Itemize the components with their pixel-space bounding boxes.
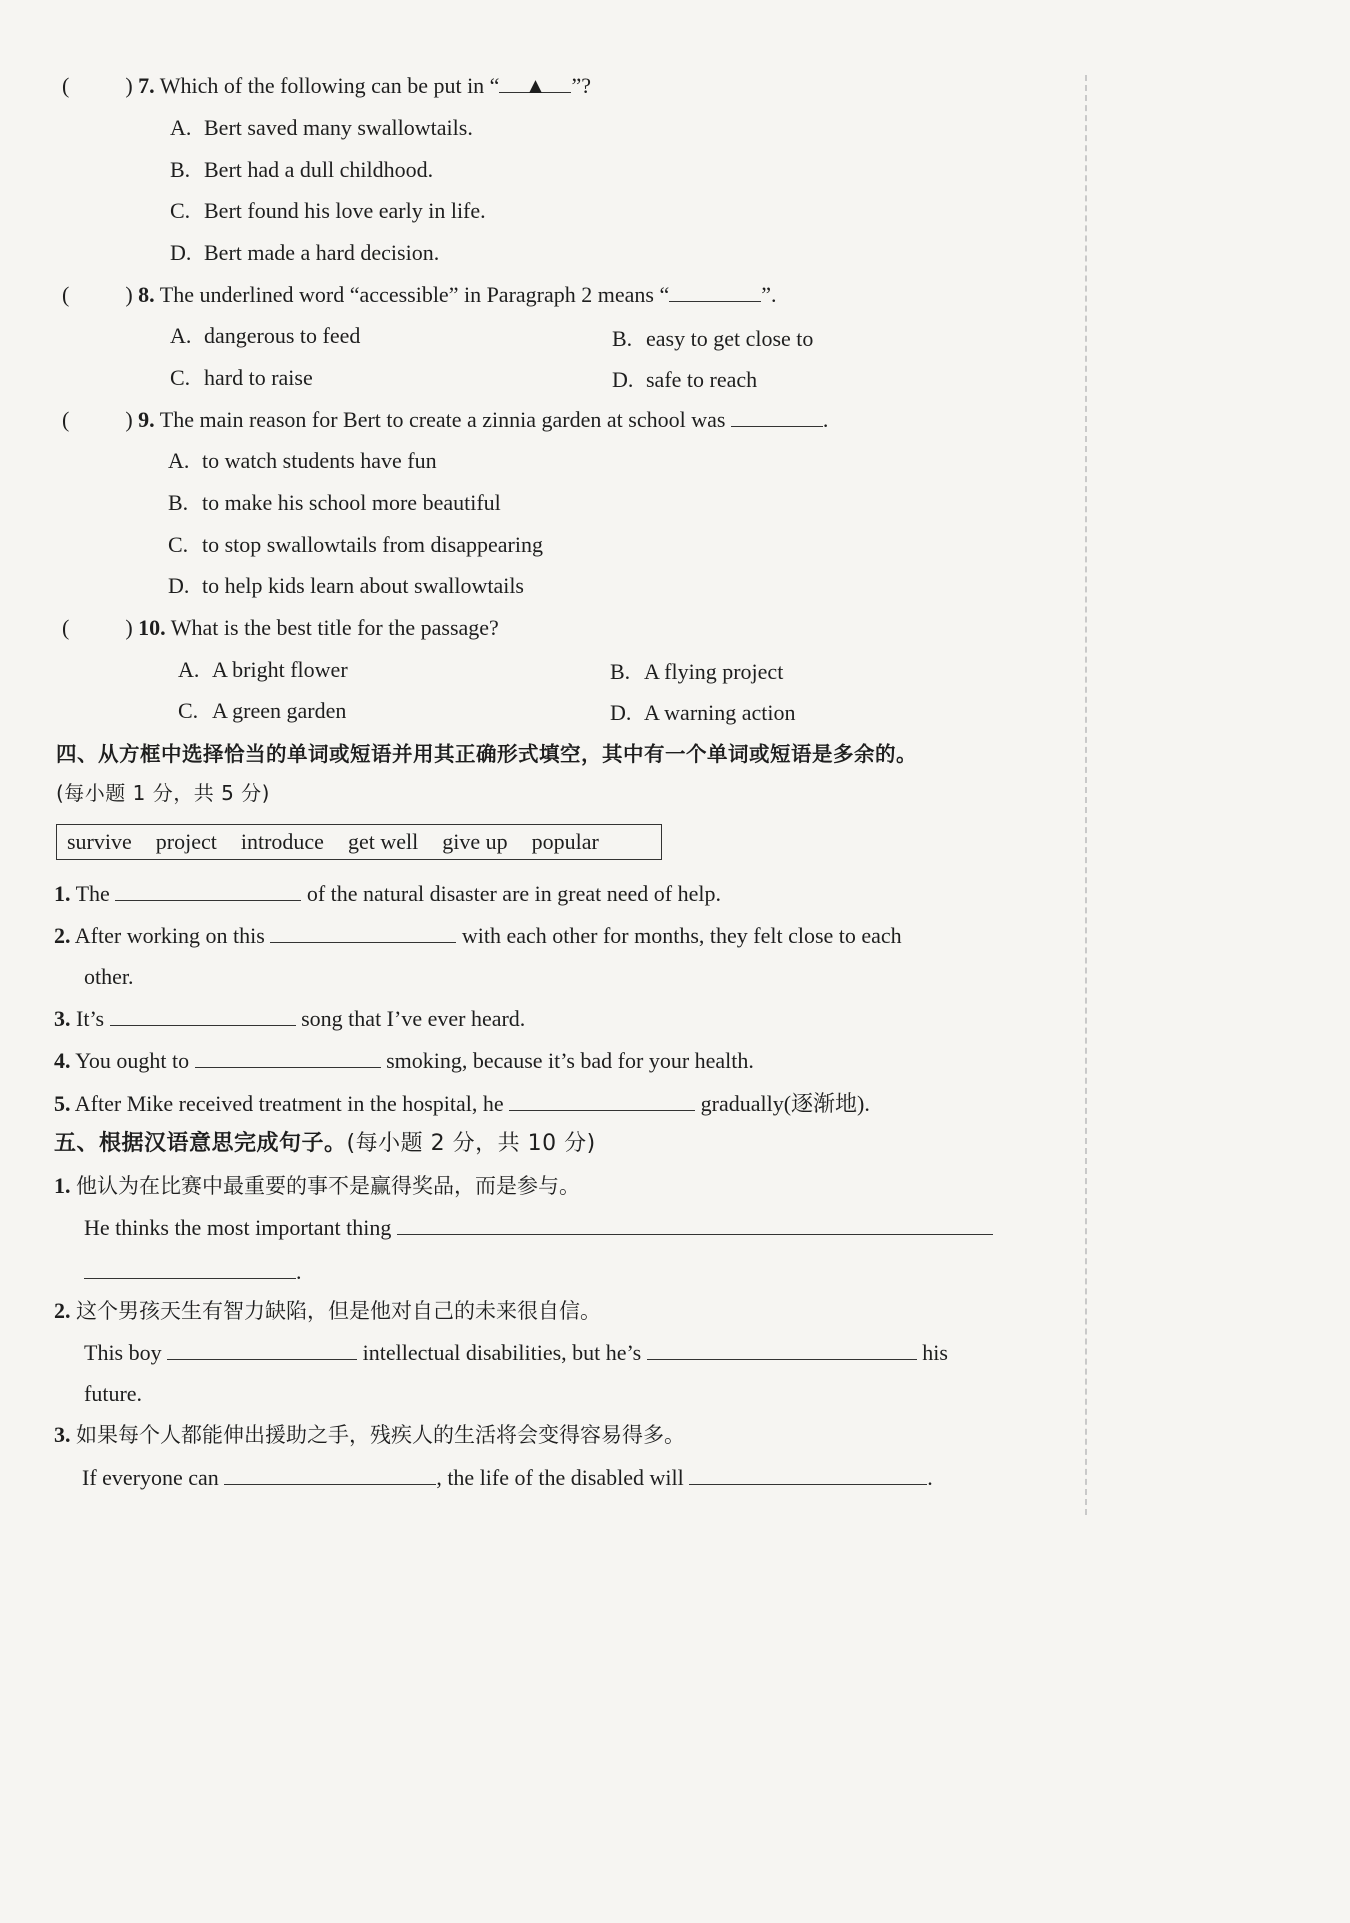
option (170, 156, 433, 184)
option-label: B. (170, 157, 191, 182)
sentence-end: . (927, 1465, 933, 1490)
answer-paren-open: ( (62, 73, 70, 98)
option-text: Bert found his love early in life. (204, 198, 486, 223)
answer-paren-open: ( (62, 407, 70, 432)
answer-blank[interactable] (224, 1464, 436, 1485)
question-7 (62, 72, 591, 100)
answer-blank[interactable] (509, 1090, 695, 1111)
answer-paren-open: ( (62, 615, 70, 640)
question-number: 10. (138, 615, 166, 640)
option-text: safe to reach (646, 367, 758, 392)
question-stem: The underlined word “accessible” in Paragraph 2 means “ (159, 282, 670, 307)
chinese-sentence: 如果每个人都能伸出援助之手，残疾人的生活将会变得容易得多。 (76, 1423, 685, 1447)
answer-blank[interactable] (84, 1258, 296, 1279)
item-number: 3. (54, 1422, 71, 1447)
option (170, 322, 360, 350)
item-text: smoking, because it’s bad for your health. (386, 1048, 754, 1073)
option (610, 699, 796, 727)
translate-item-1-en-cont (84, 1258, 302, 1286)
option-label: C. (178, 698, 199, 723)
item-number: 2. (54, 923, 71, 948)
option-label: B. (610, 659, 631, 684)
option-text: Bert had a dull childhood. (204, 157, 434, 182)
option (170, 364, 313, 392)
word-box (56, 824, 662, 860)
option (178, 656, 348, 684)
option-label: C. (170, 198, 191, 223)
question-8 (62, 281, 777, 309)
option (168, 489, 501, 517)
section-5-heading (54, 1130, 596, 1158)
answer-paren-close: ) (125, 407, 133, 432)
option-label: C. (170, 365, 191, 390)
option-label: D. (610, 700, 632, 725)
section-4-score: (每小题 1 分，共 5 分) (56, 781, 270, 805)
option-label: A. (168, 448, 190, 473)
sentence-end: . (296, 1259, 302, 1284)
item-number: 4. (54, 1048, 71, 1073)
word-box-item: popular (531, 829, 599, 854)
item-number: 3. (54, 1006, 71, 1031)
translate-item-3-cn (54, 1421, 685, 1449)
answer-paren-close: ) (125, 73, 133, 98)
option-text: A flying project (644, 659, 784, 684)
option-label: A. (170, 115, 192, 140)
option (168, 531, 543, 559)
item-text: After working on this (74, 923, 265, 948)
answer-blank[interactable] (115, 880, 301, 901)
option-label: B. (612, 326, 633, 351)
option-label: A. (170, 323, 192, 348)
answer-blank[interactable] (270, 922, 456, 943)
section-5-title: 五、根据汉语意思完成句子。 (54, 1131, 347, 1156)
fill-item-1 (54, 880, 721, 908)
option-label: A. (178, 657, 200, 682)
english-prompt: If everyone can (82, 1465, 219, 1490)
answer-blank[interactable] (647, 1339, 917, 1360)
word-box-item: introduce (240, 829, 324, 854)
word-box-item: give up (442, 829, 508, 854)
question-stem: Which of the following can be put in “ (159, 73, 500, 98)
item-text: gradually(逐渐地). (700, 1091, 870, 1116)
item-text: The (75, 881, 110, 906)
option-text: Bert made a hard decision. (204, 240, 440, 265)
item-text: song that I’ve ever heard. (301, 1006, 526, 1031)
option-text: A green garden (212, 698, 347, 723)
item-text: You ought to (75, 1048, 190, 1073)
item-number: 5. (54, 1091, 71, 1116)
fill-item-3 (54, 1005, 525, 1033)
question-10 (62, 614, 499, 642)
question-stem: The main reason for Bert to create a zinnia garden at school was (159, 407, 726, 432)
answer-blank[interactable] (167, 1339, 357, 1360)
option (168, 447, 437, 475)
answer-paren-open: ( (62, 282, 70, 307)
option-text: to make his school more beautiful (202, 490, 501, 515)
english-prompt: This boy (84, 1340, 162, 1365)
fill-item-2 (54, 922, 902, 950)
fill-item-4 (54, 1047, 754, 1075)
option (612, 366, 757, 394)
option-text: dangerous to feed (204, 323, 361, 348)
translate-item-1-cn (54, 1172, 580, 1200)
translate-item-3-en (82, 1464, 933, 1492)
english-prompt: , the life of the disabled will (436, 1465, 684, 1490)
option-label: D. (612, 367, 634, 392)
item-number: 1. (54, 1173, 71, 1198)
option-text: A warning action (644, 700, 796, 725)
answer-blank[interactable] (397, 1214, 993, 1235)
item-text: of the natural disaster are in great need of help. (306, 881, 721, 906)
option-text: Bert saved many swallowtails. (204, 115, 473, 140)
option (178, 697, 346, 725)
option-text: A bright flower (212, 657, 348, 682)
question-stem-end: ”. (761, 282, 777, 307)
section-4-title: 四、从方框中选择恰当的单词或短语并用其正确形式填空，其中有一个单词或短语是多余的。 (56, 742, 917, 766)
option (168, 572, 524, 600)
answer-blank[interactable] (689, 1464, 927, 1485)
word-box-item: survive (67, 829, 132, 854)
word-box-item: project (155, 829, 217, 854)
option-text: to help kids learn about swallowtails (202, 573, 524, 598)
chinese-sentence: 他认为在比赛中最重要的事不是赢得奖品，而是参与。 (76, 1174, 580, 1198)
answer-blank[interactable] (499, 72, 571, 98)
question-9 (62, 406, 828, 434)
option-label: B. (168, 490, 189, 515)
triangle-marker-icon: ▲ (524, 73, 547, 98)
translate-item-2-en-cont: future. (84, 1381, 143, 1406)
translate-item-2-cn (54, 1297, 601, 1325)
question-number: 8. (138, 282, 155, 307)
item-text: It’s (76, 1006, 105, 1031)
answer-paren-close: ) (125, 282, 133, 307)
option (170, 114, 473, 142)
chinese-sentence: 这个男孩天生有智力缺陷，但是他对自己的未来很自信。 (76, 1299, 601, 1323)
english-prompt: He thinks the most important thing (84, 1215, 392, 1240)
translate-item-1-en (84, 1214, 993, 1242)
fill-item-5 (54, 1090, 870, 1118)
option-text: to watch students have fun (202, 448, 437, 473)
answer-blank[interactable] (110, 1005, 296, 1026)
option-label: C. (168, 532, 189, 557)
question-number: 7. (138, 73, 155, 98)
option-text: hard to raise (204, 365, 313, 390)
option-text: easy to get close to (646, 326, 814, 351)
answer-blank[interactable] (669, 281, 761, 302)
item-number: 2. (54, 1298, 71, 1323)
answer-blank[interactable] (195, 1047, 381, 1068)
question-stem-end: . (822, 407, 829, 432)
english-prompt: intellectual disabilities, but he’s (362, 1340, 642, 1365)
option-label: D. (170, 240, 192, 265)
translate-item-2-en (84, 1339, 948, 1367)
option (170, 239, 439, 267)
option-text: to stop swallowtails from disappearing (202, 532, 543, 557)
option (610, 658, 783, 686)
question-stem: What is the best title for the passage? (170, 615, 499, 640)
item-number: 1. (54, 881, 71, 906)
option-label: D. (168, 573, 190, 598)
question-stem-end: ”? (571, 73, 591, 98)
word-box-item: get well (347, 829, 419, 854)
fill-item-2-cont: other. (84, 964, 134, 989)
binding-dashed-line (1085, 75, 1087, 1515)
option (612, 325, 813, 353)
question-number: 9. (138, 407, 155, 432)
item-text: After Mike received treatment in the hospital, he (74, 1091, 504, 1116)
answer-paren-close: ) (125, 615, 133, 640)
option (170, 197, 486, 225)
answer-blank[interactable] (731, 406, 823, 427)
section-5-score: (每小题 2 分，共 10 分) (346, 1131, 596, 1156)
english-prompt: his (922, 1340, 948, 1365)
item-text: with each other for months, they felt close to each (461, 923, 902, 948)
